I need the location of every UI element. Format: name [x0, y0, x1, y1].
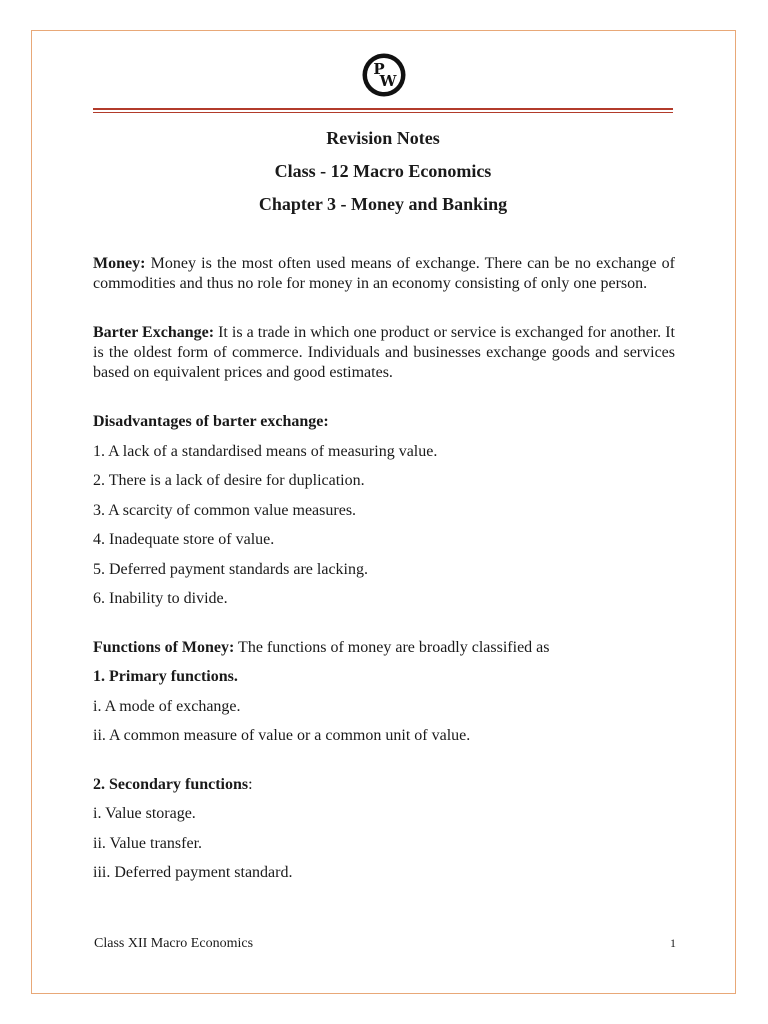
list-item: 2. There is a lack of desire for duplication. — [93, 472, 365, 489]
secondary-heading-line — [93, 775, 675, 795]
barter-text: It is a trade in which one product or service is exchanged for another. It is the oldest form of commerce. Individuals and businesses exchange goods and services based on equivalent prices and good estimates. — [93, 324, 676, 381]
list-item: iii. Deferred payment standard. — [93, 864, 293, 881]
doc-chapter: Chapter 3 - Money and Banking — [258, 194, 508, 214]
list-item: ii. A common measure of value or a common unit of value. — [93, 727, 471, 744]
list-item: 4. Inadequate store of value. — [93, 531, 275, 548]
header-rule-thin — [93, 112, 673, 113]
pw-logo-icon — [362, 53, 406, 97]
list-item: 1. A lack of a standardised means of measuring value. — [93, 442, 438, 460]
functions-label: Functions of Money: — [93, 638, 235, 656]
svg-text:W: W — [379, 72, 397, 90]
list-item: i. A mode of exchange. — [93, 697, 241, 715]
barter-label: Barter Exchange: — [93, 324, 215, 341]
list-item: ii. Value transfer. — [93, 834, 203, 852]
money-label: Money: — [93, 255, 146, 272]
list-item: i. Value storage. — [93, 805, 196, 822]
secondary-colon: : — [248, 775, 253, 793]
footer-title: Class XII Macro Economics — [94, 936, 254, 951]
list-item: 3. A scarcity of common value measures. — [93, 501, 357, 519]
primary-heading: 1. Primary functions. — [93, 668, 238, 685]
money-text: Money is the most often used means of exchange. There can be no exchange of commodities and thus no role for money in an economy consisting of only one person. — [93, 255, 675, 292]
money-paragraph — [93, 254, 675, 294]
svg-text:P: P — [373, 60, 385, 78]
disadvantages-heading: Disadvantages of barter exchange: — [93, 413, 329, 430]
secondary-heading: 2. Secondary functions — [93, 775, 249, 793]
barter-paragraph — [93, 323, 675, 383]
content — [93, 254, 675, 893]
list-item: 5. Deferred payment standards are lacking. — [93, 560, 368, 578]
doc-title: Revision Notes — [326, 128, 440, 148]
functions-text: The functions of money are broadly classified as — [234, 638, 550, 656]
list-item: 6. Inability to divide. — [93, 590, 228, 607]
header-rule — [93, 108, 673, 110]
functions-intro — [93, 638, 675, 658]
doc-class: Class - 12 Macro Economics — [274, 161, 492, 181]
page-number: 1 — [670, 936, 676, 950]
